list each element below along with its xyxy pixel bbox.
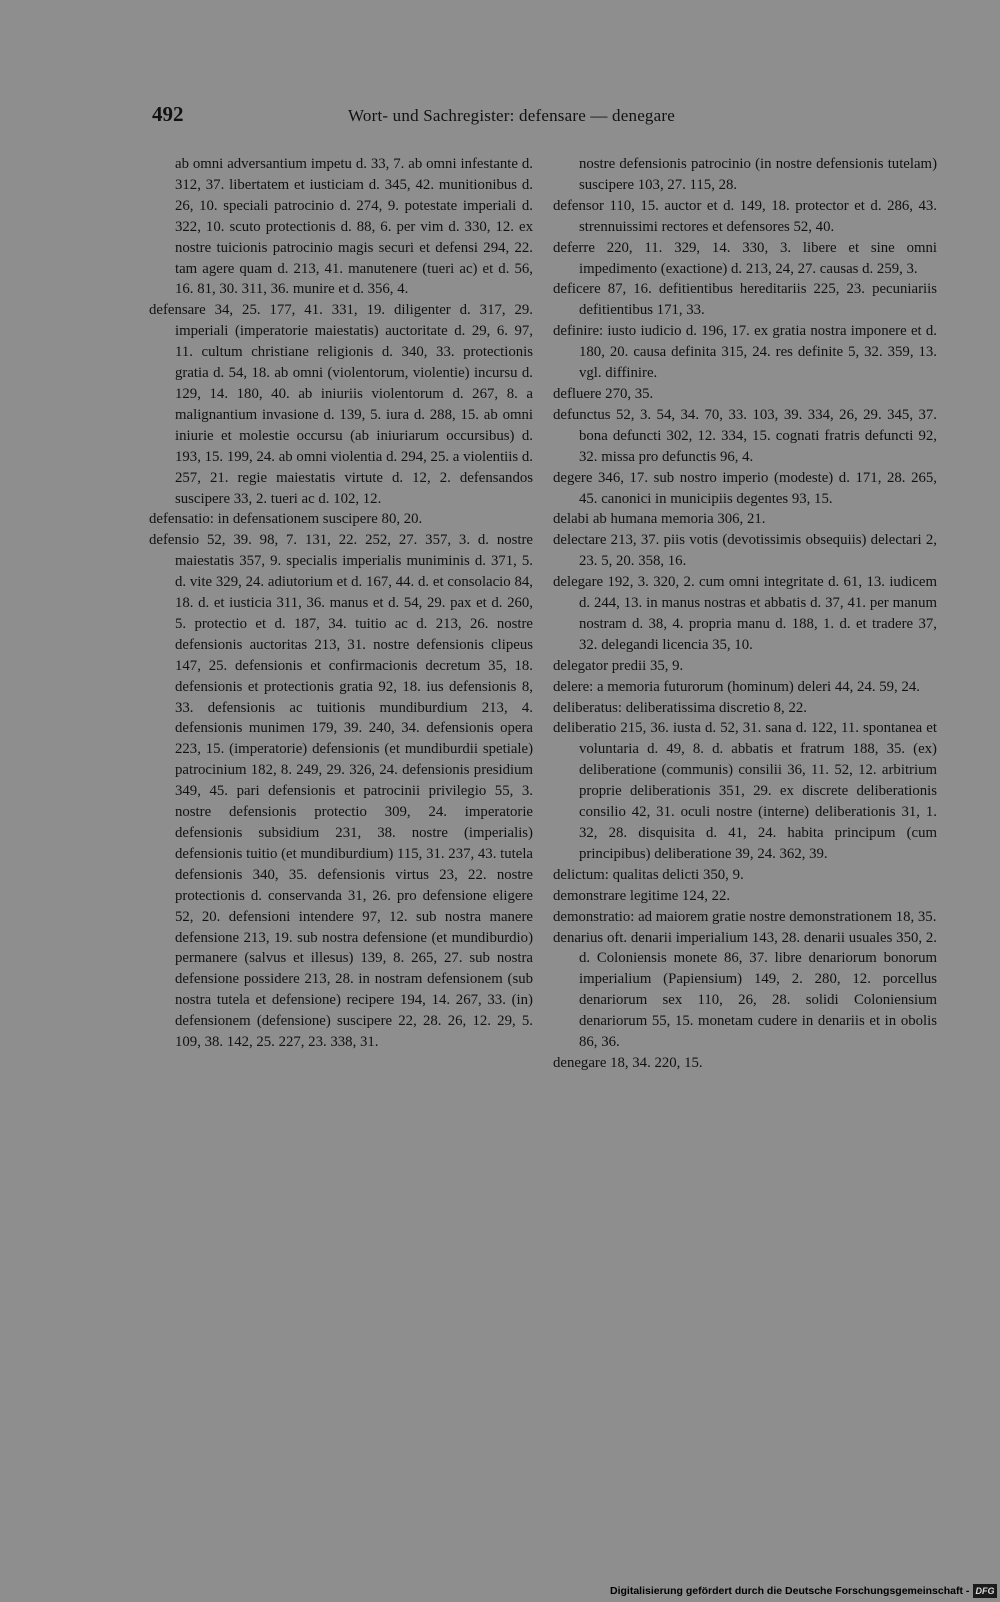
index-entry: nostre defensionis patrocinio (in nostre defensionis tutelam) suscipere 103, 27. 115, 28. [579, 156, 937, 193]
index-entry: deferre 220, 11. 329, 14. 330, 3. libere et sine omni impedimento (exactione) d. 213, 24, 27. causas d. 259, 3. [553, 239, 937, 277]
index-entry: delictum: qualitas delicti 350, 9. [553, 866, 744, 883]
index-entry: deliberatio 215, 36. iusta d. 52, 31. sana d. 122, 11. spontanea et voluntaria d. 49, 8. d. abbatis et fratrum 188, 35. (ex) deliberatione (communis) consilii 36, 11. 52, 12. arbitrium proprie deliberationis 351, 29. ex discrete deliberationis consilio 42, 31. oculi nostre (interne) deliberationis 31, 1. 32, 28. disquisita d. 41, 24. habita principum (cum principibus) deliberatione 39, 24. 362, 39. [553, 720, 937, 862]
index-entry: denarius oft. denarii imperialium 143, 28. denarii usuales 350, 2. d. Coloniensis monete 86, 37. libre denariorum bonorum imperialium (Papiensium) 149, 2. 280, 12. porcellus denariorum sex 110, 26, 28. solidi Coloniensium denariorum 55, 15. monetam cudere in denariis et in obolis 86, 36. [553, 929, 937, 1051]
index-entry: defensio 52, 39. 98, 7. 131, 22. 252, 27. 357, 3. d. nostre maiestatis 357, 9. specialis imperialis muniminis d. 371, 5. d. vite 329, 24. adiutorium et d. 167, 44. d. et consolacio 84, 18. d. et iusticia 311, 36. manus et d. 54, 29. pax et d. 260, 5. protectio et d. 187, 34. tuitio ac d. 213, 26. nostre defensionis auctoritas 213, 31. nostre defensionis clipeus 147, 25. defensionis et confirmacionis decretum 35, 18. defensionis et protectionis gratia 92, 18. ius defensionis 8, 33. defensionis ac tuitionis mundiburdium 213, 4. defensionis munimen 179, 39. 240, 34. defensionis opera 223, 15. (imperatorie) defensionis (et mundiburdii spetiale) patrocinium 182, 8. 249, 29. 326, 24. defensionis presidium 349, 45. pari defensionis et patrocinii privilegio 55, 3. nostre defensionis protectio 309, 24. imperatorie defensionis subsidium 231, 38. nostre (imperialis) defensionis tuitio (et mundiburdium) 115, 31. 237, 43. tutela defensionis 340, 35. defensionis virtus 23, 22. nostre protectionis d. conservanda 31, 26. pro defensione eligere 52, 20. defensioni intendere 97, 12. sub nostra manere defensione 213, 19. sub nostra defensione (et mundiburdio) permanere (salvus et illesus) 139, 8. 265, 27. sub nostra defensione possidere 213, 28. in nostram defensionem (sub nostra tutela et defensione) recipere 194, 14. 267, 33. (in) defensionem (defensione) suscipere 22, 28. 26, 12. 29, 5. 109, 38. 142, 25. 227, 23. 338, 31. [149, 532, 533, 1051]
index-entry: defensare 34, 25. 177, 41. 331, 19. diligenter d. 317, 29. imperiali (imperatorie maiestatis) auctoritate d. 29, 6. 97, 11. cultum christiane religionis d. 340, 33. protectionis gratia d. 54, 18. ab omni (violentorum, violentie) incursu d. 129, 14. 180, 40. ab iniuriis violentorum d. 267, 8. a malignantium invasione d. 139, 5. iura d. 288, 15. ab omni iniurie et molestie occursu (ab iniuriarum occursibus) d. 193, 15. 199, 24. ab omni violentia d. 294, 25. a violentiis d. 257, 21. regie maiestatis virtute d. 12, 2. defensandos suscipere 33, 2. tueri ac d. 102, 12. [149, 302, 533, 507]
index-column-right [553, 154, 937, 1074]
index-entry: deliberatus: deliberatissima discretio 8, 22. [553, 699, 807, 716]
running-title: Wort- und Sachregister: defensare — denegare [348, 106, 675, 125]
index-entry: demonstratio: ad maiorem gratie nostre demonstrationem 18, 35. [553, 908, 937, 925]
index-entry: defluere 270, 35. [553, 385, 654, 402]
index-entry: delegator predii 35, 9. [553, 657, 684, 674]
index-entry: delectare 213, 37. piis votis (devotissimis obsequiis) delectari 2, 23. 5, 20. 358, 16. [553, 532, 937, 570]
index-column-left [149, 154, 533, 1053]
footer [610, 1584, 998, 1600]
index-entry: defensor 110, 15. auctor et d. 149, 18. protector et d. 286, 43. strennuissimi rectores et defensores 52, 40. [553, 197, 937, 235]
index-entry: deficere 87, 16. defitientibus hereditariis 225, 23. pecuniariis defitientibus 171, 33. [553, 281, 937, 319]
index-entry: ab omni adversantium impetu d. 33, 7. ab omni infestante d. 312, 37. libertatem et iusticiam d. 345, 42. munitionibus d. 26, 10. speciali patrocinio d. 274, 9. potestate imperiali d. 322, 10. scuto protectionis d. 88, 6. per vim d. 330, 12. ex nostre tuicionis patrocinio magis securi et defensi 294, 22. tam agere quam d. 213, 41. manutenere (tueri ac) et d. 56, 16. 81, 30. 311, 36. munire et d. 356, 4. [175, 156, 533, 298]
index-entry: delabi ab humana memoria 306, 21. [553, 511, 766, 528]
page-header [152, 102, 742, 132]
index-entry: demonstrare legitime 124, 22. [553, 887, 731, 904]
index-entry: degere 346, 17. sub nostro imperio (modeste) d. 171, 28. 265, 45. canonici in municipiis degentes 93, 15. [553, 469, 937, 507]
index-entry: delere: a memoria futurorum (hominum) deleri 44, 24. 59, 24. [553, 678, 920, 695]
page-number: 492 [152, 102, 184, 126]
index-entry: definire: iusto iudicio d. 196, 17. ex gratia nostra imponere et d. 180, 20. causa definita 315, 24. res definite 5, 32. 359, 13. vgl. diffinire. [553, 323, 937, 382]
dfg-logo: DFG [973, 1584, 997, 1598]
index-entry: delegare 192, 3. 320, 2. cum omni integritate d. 61, 13. iudicem d. 244, 13. in manus nostras et abbatis d. 37, 41. per manum nostram d. 38, 4. propria manu d. 188, 1. d. et tradere 37, 32. delegandi licencia 35, 10. [553, 574, 937, 653]
index-entry: defunctus 52, 3. 54, 34. 70, 33. 103, 39. 334, 26, 29. 345, 37. bona defuncti 302, 12. 334, 15. cognati fratris defuncti 92, 32. missa pro defunctis 96, 4. [553, 406, 937, 465]
index-entry: denegare 18, 34. 220, 15. [553, 1054, 703, 1071]
footer-credit: Digitalisierung gefördert durch die Deutsche Forschungsgemeinschaft - [610, 1585, 970, 1597]
index-entry: defensatio: in defensationem suscipere 80, 20. [149, 511, 423, 528]
